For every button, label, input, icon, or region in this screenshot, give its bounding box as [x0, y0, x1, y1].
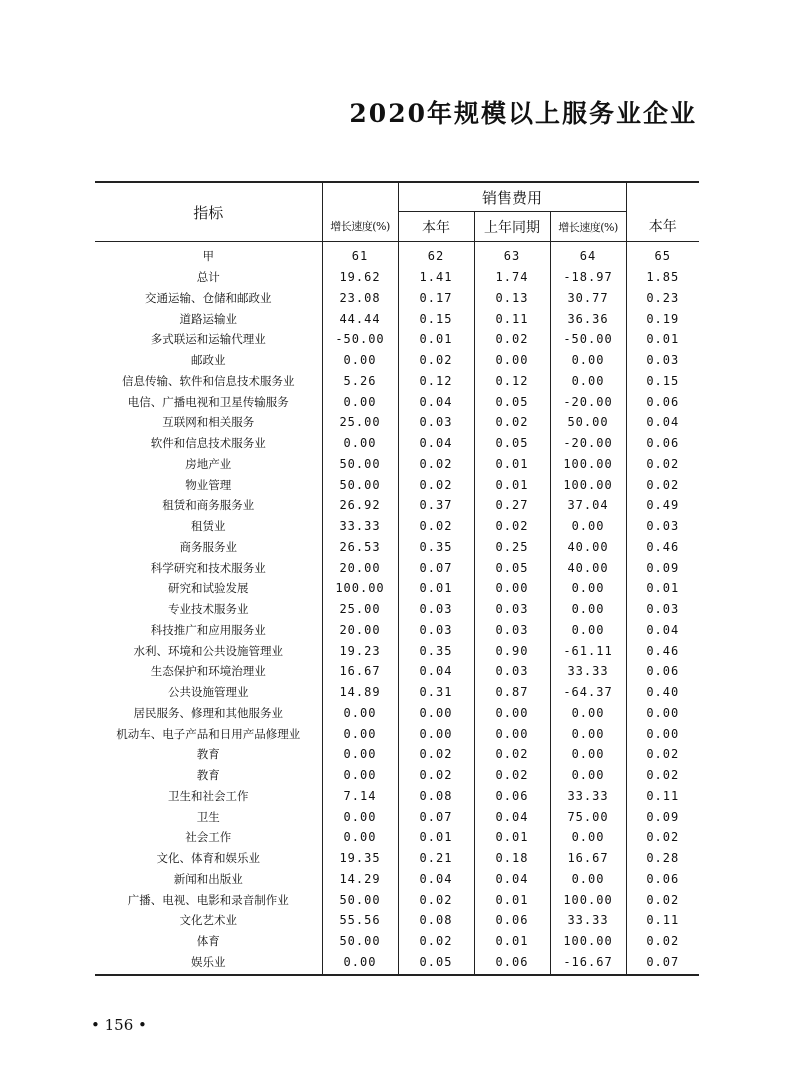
cell-col-5: 0.03: [646, 519, 680, 534]
row-name: 多式联运和运输代理业: [95, 329, 322, 350]
table-row: [95, 516, 699, 537]
cell-col-3: 0.25: [474, 537, 550, 558]
table-row: [95, 682, 699, 703]
table-row: [95, 931, 699, 952]
header-col-2: 本年: [398, 212, 474, 242]
row-name: 租赁和商务服务业: [95, 495, 322, 516]
row-name: 体育: [95, 931, 322, 952]
cell-col-3: 0.02: [474, 744, 550, 765]
cell-col-5: 0.46: [646, 539, 680, 554]
cell-col-1: 0.00: [322, 827, 398, 848]
cell-col-4: 0.00: [550, 703, 626, 724]
row-name: 电信、广播电视和卫星传输服务: [95, 391, 322, 412]
cell-col-5: 0.06: [646, 394, 680, 409]
cell-col-5: 0.40: [646, 685, 680, 700]
cell-col-4: 100.00: [550, 931, 626, 952]
table-row: [95, 640, 699, 661]
cell-col-1: 55.56: [322, 910, 398, 931]
cell-col-5: 0.02: [646, 747, 680, 762]
cell-col-1: 50.00: [322, 889, 398, 910]
cell-col-3: 0.00: [474, 578, 550, 599]
cell-col-3: 0.87: [474, 682, 550, 703]
cell-col-1: 0.00: [322, 723, 398, 744]
row-name: 公共设施管理业: [95, 682, 322, 703]
cell-col-1: 33.33: [322, 516, 398, 537]
cell-col-2: 0.15: [398, 308, 474, 329]
cell-col-3: 0.06: [474, 910, 550, 931]
cell-col-5: 0.06: [646, 664, 680, 679]
cell-col-5: 0.00: [646, 705, 680, 720]
table-row: [95, 661, 699, 682]
cell-col-4: 100.00: [550, 454, 626, 475]
cell-col-4: -20.00: [550, 433, 626, 454]
row-name: 水利、环境和公共设施管理业: [95, 640, 322, 661]
cell-col-1: 100.00: [322, 578, 398, 599]
cell-col-5: 0.23: [646, 290, 680, 305]
cell-col-5: 65: [654, 249, 671, 264]
page-number: • 156 •: [91, 1016, 147, 1034]
cell-col-1: 20.00: [322, 557, 398, 578]
cell-col-2: 0.35: [398, 640, 474, 661]
cell-col-2: 0.02: [398, 350, 474, 371]
cell-col-5: 0.15: [646, 373, 680, 388]
row-name: 科学研究和技术服务业: [95, 557, 322, 578]
cell-col-1: 0.00: [322, 765, 398, 786]
row-name: 广播、电视、电影和录音制作业: [95, 889, 322, 910]
row-name: 居民服务、修理和其他服务业: [95, 703, 322, 724]
cell-col-2: 0.04: [398, 661, 474, 682]
data-table: [95, 181, 699, 976]
cell-col-2: 0.00: [398, 723, 474, 744]
table-row: [95, 765, 699, 786]
cell-col-4: 0.00: [550, 765, 626, 786]
cell-col-2: 0.17: [398, 288, 474, 309]
cell-col-5: 0.02: [646, 830, 680, 845]
cell-col-1: 20.00: [322, 620, 398, 641]
cell-col-4: -16.67: [550, 952, 626, 976]
row-name: 卫生和社会工作: [95, 786, 322, 807]
table-row: [95, 827, 699, 848]
cell-col-1: 0.00: [322, 350, 398, 371]
cell-col-2: 0.21: [398, 848, 474, 869]
cell-col-5: 0.06: [646, 436, 680, 451]
cell-col-4: 37.04: [550, 495, 626, 516]
table-row: [95, 620, 699, 641]
cell-col-1: 0.00: [322, 433, 398, 454]
cell-col-2: 0.08: [398, 910, 474, 931]
cell-col-3: 0.06: [474, 786, 550, 807]
header-col-4: 增长速度(%): [550, 212, 626, 242]
table-row: [95, 391, 699, 412]
cell-col-2: 0.02: [398, 931, 474, 952]
cell-col-4: -61.11: [550, 640, 626, 661]
cell-col-2: 0.02: [398, 516, 474, 537]
table-row: [95, 723, 699, 744]
row-name: 文化艺术业: [95, 910, 322, 931]
header-col-5: 本年: [626, 212, 699, 242]
cell-col-1: 50.00: [322, 931, 398, 952]
cell-col-2: 0.02: [398, 744, 474, 765]
cell-col-2: 0.05: [398, 952, 474, 976]
cell-col-4: 0.00: [550, 723, 626, 744]
cell-col-2: 0.02: [398, 765, 474, 786]
cell-col-2: 0.03: [398, 620, 474, 641]
table-row: [95, 308, 699, 329]
row-name: 总计: [95, 267, 322, 288]
cell-col-3: 0.06: [474, 952, 550, 976]
cell-col-3: 0.05: [474, 391, 550, 412]
row-name: 房地产业: [95, 454, 322, 475]
table-row: [95, 744, 699, 765]
cell-col-2: 0.01: [398, 827, 474, 848]
row-name: 新闻和出版业: [95, 869, 322, 890]
cell-col-4: 36.36: [550, 308, 626, 329]
table-row: [95, 350, 699, 371]
cell-col-5: 0.28: [646, 851, 680, 866]
row-name: 娱乐业: [95, 952, 322, 976]
cell-col-3: 0.18: [474, 848, 550, 869]
table-row: [95, 288, 699, 309]
row-name: 物业管理: [95, 474, 322, 495]
cell-col-3: 0.02: [474, 329, 550, 350]
cell-col-3: 0.05: [474, 433, 550, 454]
cell-col-3: 0.27: [474, 495, 550, 516]
row-name: 专业技术服务业: [95, 599, 322, 620]
cell-col-1: 50.00: [322, 474, 398, 495]
table-row: [95, 786, 699, 807]
cell-col-3: 0.02: [474, 765, 550, 786]
cell-col-2: 0.35: [398, 537, 474, 558]
cell-col-3: 0.01: [474, 474, 550, 495]
cell-col-1: 0.00: [322, 952, 398, 976]
cell-col-4: 100.00: [550, 889, 626, 910]
cell-col-4: 40.00: [550, 557, 626, 578]
row-name: 研究和试验发展: [95, 578, 322, 599]
cell-col-4: 0.00: [550, 516, 626, 537]
table-row: [95, 869, 699, 890]
row-name: 社会工作: [95, 827, 322, 848]
table-row: [95, 578, 699, 599]
row-name: 卫生: [95, 806, 322, 827]
cell-col-2: 0.02: [398, 454, 474, 475]
cell-col-3: 0.01: [474, 827, 550, 848]
table-row: [95, 267, 699, 288]
cell-col-3: 1.74: [474, 267, 550, 288]
cell-col-2: 1.41: [398, 267, 474, 288]
cell-col-2: 0.12: [398, 371, 474, 392]
cell-col-5: 0.09: [646, 560, 680, 575]
cell-col-3: 0.13: [474, 288, 550, 309]
cell-col-3: 0.02: [474, 516, 550, 537]
cell-col-5: 1.85: [646, 270, 680, 285]
cell-col-4: 30.77: [550, 288, 626, 309]
cell-col-2: 62: [398, 242, 474, 267]
cell-col-4: 50.00: [550, 412, 626, 433]
cell-col-5: 0.02: [646, 456, 680, 471]
row-name: 信息传输、软件和信息技术服务业: [95, 371, 322, 392]
header-blank-left: [322, 182, 398, 212]
cell-col-3: 0.00: [474, 350, 550, 371]
header-col-3: 上年同期: [474, 212, 550, 242]
cell-col-4: 0.00: [550, 371, 626, 392]
cell-col-4: 16.67: [550, 848, 626, 869]
header-col-1: 增长速度(%): [322, 212, 398, 242]
cell-col-1: 25.00: [322, 599, 398, 620]
cell-col-1: 26.92: [322, 495, 398, 516]
cell-col-1: 7.14: [322, 786, 398, 807]
table-row: [95, 371, 699, 392]
cell-col-5: 0.00: [646, 726, 680, 741]
cell-col-4: 0.00: [550, 827, 626, 848]
table-row: [95, 889, 699, 910]
table-row: [95, 910, 699, 931]
cell-col-3: 0.11: [474, 308, 550, 329]
cell-col-3: 0.04: [474, 806, 550, 827]
cell-col-3: 0.02: [474, 412, 550, 433]
cell-col-3: 0.05: [474, 557, 550, 578]
cell-col-1: 26.53: [322, 537, 398, 558]
cell-col-2: 0.02: [398, 889, 474, 910]
cell-col-5: 0.04: [646, 415, 680, 430]
cell-col-5: 0.01: [646, 332, 680, 347]
cell-col-5: 0.46: [646, 643, 680, 658]
row-name: 教育: [95, 765, 322, 786]
cell-col-2: 0.01: [398, 329, 474, 350]
cell-col-5: 0.03: [646, 602, 680, 617]
cell-col-5: 0.09: [646, 809, 680, 824]
cell-col-4: 100.00: [550, 474, 626, 495]
cell-col-3: 0.04: [474, 869, 550, 890]
cell-col-4: 33.33: [550, 910, 626, 931]
cell-col-3: 0.01: [474, 889, 550, 910]
cell-col-2: 0.02: [398, 474, 474, 495]
table-row: [95, 495, 699, 516]
cell-col-3: 0.00: [474, 703, 550, 724]
table-row: [95, 474, 699, 495]
cell-col-1: 0.00: [322, 806, 398, 827]
cell-col-2: 0.37: [398, 495, 474, 516]
table-row: [95, 537, 699, 558]
row-name: 交通运输、仓储和邮政业: [95, 288, 322, 309]
cell-col-1: 16.67: [322, 661, 398, 682]
cell-col-2: 0.03: [398, 412, 474, 433]
cell-col-4: 64: [550, 242, 626, 267]
cell-col-3: 0.01: [474, 454, 550, 475]
cell-col-1: 25.00: [322, 412, 398, 433]
table-row: [95, 454, 699, 475]
cell-col-3: 63: [474, 242, 550, 267]
cell-col-5: 0.49: [646, 498, 680, 513]
cell-col-2: 0.31: [398, 682, 474, 703]
page-title: 2020年规模以上服务业企业: [349, 99, 697, 128]
cell-col-5: 0.11: [646, 913, 680, 928]
cell-col-1: -50.00: [322, 329, 398, 350]
cell-col-4: -18.97: [550, 267, 626, 288]
table-row: [95, 703, 699, 724]
cell-col-4: 40.00: [550, 537, 626, 558]
cell-col-5: 0.02: [646, 477, 680, 492]
cell-col-1: 0.00: [322, 744, 398, 765]
cell-col-5: 0.02: [646, 934, 680, 949]
cell-col-5: 0.01: [646, 581, 680, 596]
cell-col-5: 0.19: [646, 311, 680, 326]
cell-col-1: 5.26: [322, 371, 398, 392]
cell-col-2: 0.08: [398, 786, 474, 807]
row-name: 互联网和相关服务: [95, 412, 322, 433]
table-row: [95, 848, 699, 869]
cell-col-3: 0.03: [474, 661, 550, 682]
header-indicator: 指标: [95, 182, 322, 242]
cell-col-1: 50.00: [322, 454, 398, 475]
cell-col-1: 19.23: [322, 640, 398, 661]
cell-col-5: 0.07: [626, 952, 699, 976]
table-row: [95, 433, 699, 454]
row-name: 租赁业: [95, 516, 322, 537]
row-name: 道路运输业: [95, 308, 322, 329]
row-name: 软件和信息技术服务业: [95, 433, 322, 454]
row-name: 机动车、电子产品和日用产品修理业: [95, 723, 322, 744]
cell-col-1: 14.89: [322, 682, 398, 703]
row-name: 生态保护和环境治理业: [95, 661, 322, 682]
cell-col-2: 0.07: [398, 557, 474, 578]
cell-col-4: -50.00: [550, 329, 626, 350]
cell-col-1: 23.08: [322, 288, 398, 309]
table-header: [95, 182, 699, 242]
cell-col-5: 0.11: [646, 788, 680, 803]
cell-col-4: 0.00: [550, 578, 626, 599]
cell-col-3: 0.90: [474, 640, 550, 661]
cell-col-5: 0.03: [646, 353, 680, 368]
row-name: 甲: [95, 242, 322, 267]
row-name: 教育: [95, 744, 322, 765]
cell-col-5: 0.02: [646, 768, 680, 783]
cell-col-4: 0.00: [550, 599, 626, 620]
header-group-label: 销售费用: [398, 182, 626, 212]
cell-col-4: 0.00: [550, 620, 626, 641]
cell-col-2: 0.04: [398, 391, 474, 412]
cell-col-1: 0.00: [322, 703, 398, 724]
table-row: [95, 806, 699, 827]
cell-col-1: 44.44: [322, 308, 398, 329]
cell-col-5: 0.06: [646, 871, 680, 886]
cell-col-3: 0.12: [474, 371, 550, 392]
table-row: [95, 599, 699, 620]
cell-col-5: 0.04: [646, 622, 680, 637]
table-row: [95, 412, 699, 433]
cell-col-2: 0.00: [398, 703, 474, 724]
cell-col-4: -20.00: [550, 391, 626, 412]
table-row: [95, 329, 699, 350]
header-blank-right: [626, 182, 699, 212]
cell-col-4: 33.33: [550, 661, 626, 682]
cell-col-5: 0.02: [646, 892, 680, 907]
cell-col-3: 0.03: [474, 599, 550, 620]
cell-col-2: 0.03: [398, 599, 474, 620]
cell-col-1: 14.29: [322, 869, 398, 890]
table-body: [95, 242, 699, 976]
cell-col-3: 0.00: [474, 723, 550, 744]
cell-col-3: 0.01: [474, 931, 550, 952]
cell-col-3: 0.03: [474, 620, 550, 641]
cell-col-2: 0.07: [398, 806, 474, 827]
cell-col-1: 19.35: [322, 848, 398, 869]
cell-col-4: 75.00: [550, 806, 626, 827]
row-name: 商务服务业: [95, 537, 322, 558]
cell-col-2: 0.04: [398, 433, 474, 454]
cell-col-1: 19.62: [322, 267, 398, 288]
cell-col-4: 0.00: [550, 350, 626, 371]
table-row: [95, 557, 699, 578]
table-row: [95, 242, 699, 267]
cell-col-1: 61: [322, 242, 398, 267]
row-name: 邮政业: [95, 350, 322, 371]
cell-col-2: 0.01: [398, 578, 474, 599]
cell-col-4: 0.00: [550, 869, 626, 890]
cell-col-4: 33.33: [550, 786, 626, 807]
row-name: 科技推广和应用服务业: [95, 620, 322, 641]
table-row: [95, 952, 699, 976]
row-name: 文化、体育和娱乐业: [95, 848, 322, 869]
cell-col-2: 0.04: [398, 869, 474, 890]
cell-col-4: 0.00: [550, 744, 626, 765]
cell-col-1: 0.00: [322, 391, 398, 412]
cell-col-4: -64.37: [550, 682, 626, 703]
